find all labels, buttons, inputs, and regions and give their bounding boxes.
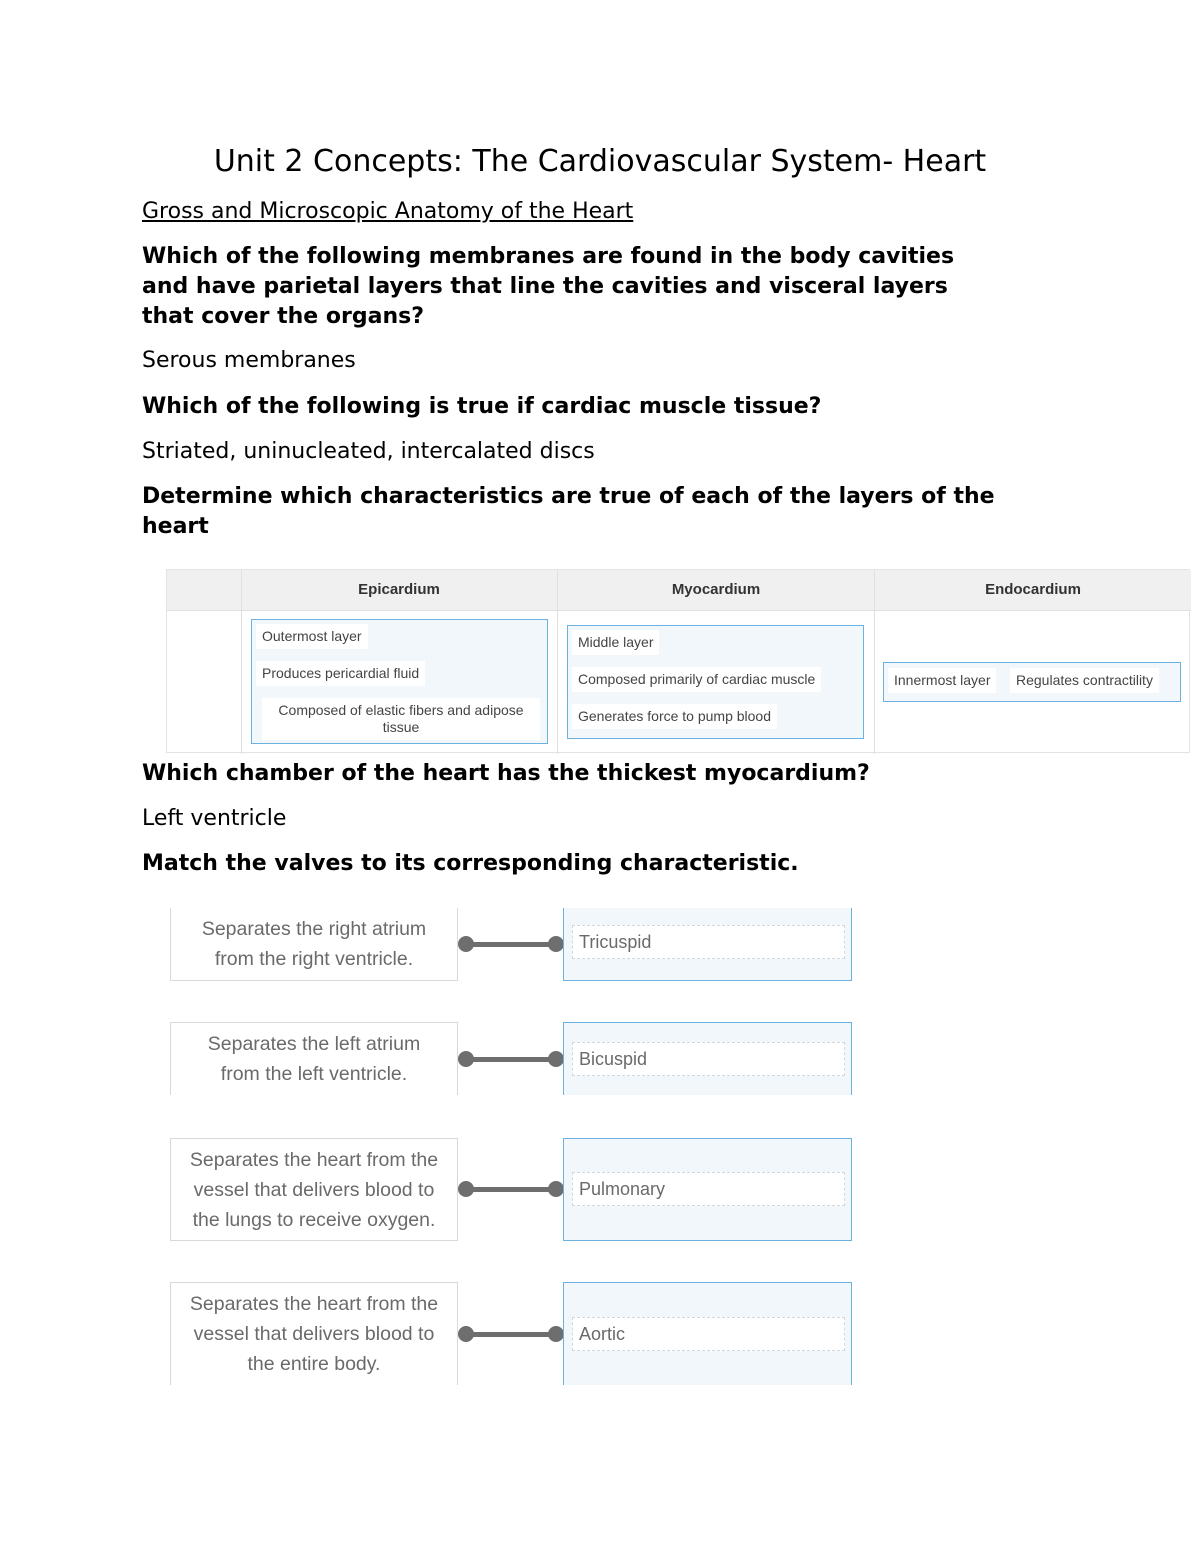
endocardium-drop-zone[interactable] xyxy=(883,662,1181,702)
prompt-line: Separates the heart from the xyxy=(189,1148,439,1171)
prompt-line: Separates the right atrium xyxy=(201,918,427,940)
question-line: Which of the following membranes are found in the body cavities xyxy=(142,244,955,269)
header-endocardium: Endocardium xyxy=(985,581,1081,598)
valve-prompt xyxy=(170,1282,458,1385)
prompt-line: from the right ventricle. xyxy=(214,948,414,970)
answer-chip[interactable]: Innermost layer xyxy=(888,668,996,693)
column-divider xyxy=(557,570,558,754)
question-line: heart xyxy=(142,514,209,539)
question-line: that cover the organs? xyxy=(142,304,424,329)
valve-answer-chip[interactable]: Aortic xyxy=(572,1317,845,1351)
valve-answer-chip[interactable]: Tricuspid xyxy=(572,925,845,959)
valve-prompt xyxy=(170,908,458,981)
epicardium-drop-zone[interactable] xyxy=(251,619,548,744)
answer-chip[interactable]: Regulates contractility xyxy=(1010,668,1159,693)
answer-chip[interactable]: Composed of elastic fibers and adipose tissue xyxy=(262,698,540,740)
valve-drop-zone[interactable] xyxy=(563,1022,852,1095)
valve-answer-chip[interactable]: Pulmonary xyxy=(572,1172,845,1206)
prompt-line: from the left ventricle. xyxy=(220,1063,408,1085)
question-line: and have parietal layers that line the cavities and visceral layers xyxy=(142,274,948,299)
section-heading: Gross and Microscopic Anatomy of the Heart xyxy=(142,199,634,224)
answer-chip[interactable]: Composed primarily of cardiac muscle xyxy=(572,667,821,692)
question-match-valves: Match the valves to its corresponding characteristic. xyxy=(142,851,799,876)
prompt-line: vessel that delivers blood to xyxy=(193,1178,435,1201)
answer-cardiac-muscle: Striated, uninucleated, intercalated discs xyxy=(142,439,595,464)
question-line: Determine which characteristics are true of each of the layers of the xyxy=(142,484,995,509)
question-cardiac-muscle: Which of the following is true if cardiac muscle tissue? xyxy=(142,394,822,419)
answer-membranes: Serous membranes xyxy=(142,348,356,373)
answer-chip[interactable]: Produces pericardial fluid xyxy=(256,661,425,686)
table-header xyxy=(167,570,1191,611)
answer-chip[interactable]: Generates force to pump blood xyxy=(572,704,777,729)
prompt-line: the entire body. xyxy=(247,1353,381,1375)
prompt-line: Separates the left atrium xyxy=(207,1033,421,1055)
valve-drop-zone[interactable] xyxy=(563,1282,852,1385)
valve-prompt xyxy=(170,1138,458,1241)
answer-chip[interactable]: Middle layer xyxy=(572,630,659,655)
column-divider xyxy=(874,570,875,754)
valve-drop-zone[interactable] xyxy=(563,908,852,981)
heart-layers-table xyxy=(166,569,1190,753)
question-membranes xyxy=(142,242,1042,332)
prompt-line: Separates the heart from the xyxy=(189,1293,439,1315)
prompt-line: vessel that delivers blood to xyxy=(193,1323,435,1345)
match-connector[interactable] xyxy=(458,1050,564,1068)
valve-prompt xyxy=(170,1022,458,1095)
question-heart-layers xyxy=(142,482,1042,542)
question-thickest-myocardium: Which chamber of the heart has the thickest myocardium? xyxy=(142,761,870,786)
page-title: Unit 2 Concepts: The Cardiovascular System- Heart xyxy=(213,144,987,179)
match-connector[interactable] xyxy=(458,935,564,953)
myocardium-drop-zone[interactable] xyxy=(567,625,864,739)
header-myocardium: Myocardium xyxy=(671,581,761,598)
header-epicardium: Epicardium xyxy=(358,581,440,598)
answer-thickest-myocardium: Left ventricle xyxy=(142,806,287,831)
column-divider xyxy=(241,570,242,754)
valve-drop-zone[interactable] xyxy=(563,1138,852,1241)
prompt-line: the lungs to receive oxygen. xyxy=(192,1208,436,1231)
match-connector[interactable] xyxy=(458,1180,564,1198)
match-connector[interactable] xyxy=(458,1325,564,1343)
answer-chip[interactable]: Outermost layer xyxy=(256,624,368,649)
valve-answer-chip[interactable]: Bicuspid xyxy=(572,1042,845,1076)
